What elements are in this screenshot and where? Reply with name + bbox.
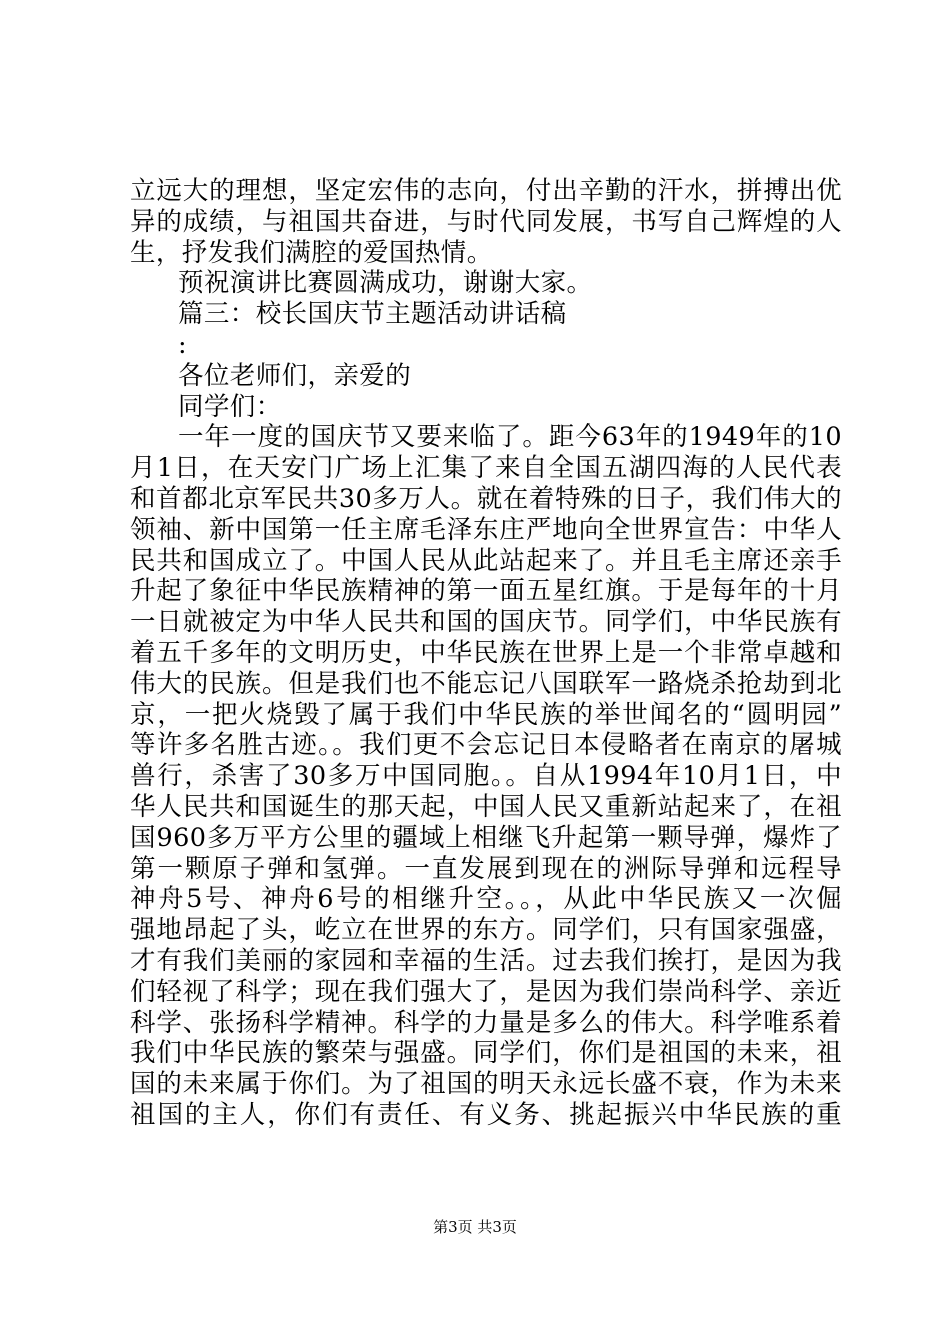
text-line: 立远大的理想，坚定宏伟的志向，付出辛勤的汗水，拼搏出优: [130, 176, 842, 206]
text-line: 异的成绩，与祖国共奋进，与时代同发展，书写自己辉煌的人: [130, 206, 842, 237]
page-number: 第3页 共3页: [433, 1218, 517, 1236]
text-line: 我们中华民族的繁荣与强盛。同学们，你们是祖国的未来，祖: [130, 1038, 842, 1069]
text-line: 兽行，杀害了30多万中国同胞。。自从1994年10月1日，中: [130, 761, 842, 792]
text-line: 升起了象征中华民族精神的第一面五星红旗。于是每年的十月: [130, 576, 842, 607]
text-line: 着五千多年的文明历史，中华民族在世界上是一个非常卓越和: [130, 637, 842, 668]
text-line: 领袖、新中国第一任主席毛泽东庄严地向全世界宣告：中华人: [130, 514, 842, 545]
text-line: 等许多名胜古迹。。我们更不会忘记日本侵略者在南京的屠城: [130, 730, 842, 761]
text-line: 京，一把火烧毁了属于我们中华民族的举世闻名的“圆明园”: [130, 699, 842, 730]
text-line: 国的未来属于你们。为了祖国的明天永远长盛不衰，作为未来: [130, 1069, 842, 1100]
text-line: 伟大的民族。但是我们也不能忘记八国联军一路烧杀抢劫到北: [130, 668, 842, 699]
text-line: 月1日，在天安门广场上汇集了来自全国五湖四海的人民代表: [130, 453, 842, 484]
text-line: 一日就被定为中华人民共和国的国庆节。同学们，中华民族有: [130, 607, 842, 638]
section-title: 篇三：校长国庆节主题活动讲话稿: [178, 299, 567, 330]
text-line: 们轻视了科学；现在我们强大了，是因为我们崇尚科学、亲近: [130, 976, 842, 1007]
document-body: [130, 176, 842, 1131]
closing-line: 预祝演讲比赛圆满成功，谢谢大家。: [178, 268, 593, 299]
text-line: 强地昂起了头，屹立在世界的东方。同学们，只有国家强盛，: [130, 915, 842, 946]
text-line: 第一颗原子弹和氢弹。一直发展到现在的洲际导弹和远程导: [130, 853, 842, 884]
paragraph-first-line: 一年一度的国庆节又要来临了。距今63年的1949年的10: [178, 422, 842, 453]
greeting-line: 同学们：: [178, 391, 282, 422]
text-line: 科学、张扬科学精神。科学的力量是多么的伟大。科学唯系着: [130, 1007, 842, 1038]
text-line: 神舟5号、神舟6号的相继升空。。，从此中华民族又一次倔: [130, 884, 842, 915]
text-line: 祖国的主人，你们有责任、有义务、挑起振兴中华民族的重: [130, 1099, 842, 1130]
text-line: 和首都北京军民共30多万人。就在着特殊的日子，我们伟大的: [130, 483, 842, 514]
text-line: 生，抒发我们满腔的爱国热情。: [130, 237, 493, 268]
text-line: 国960多万平方公里的疆域上相继飞升起第一颗导弹，爆炸了: [130, 822, 842, 853]
text-line: 民共和国成立了。中国人民从此站起来了。并且毛主席还亲手: [130, 545, 842, 576]
greeting-line: 各位老师们，亲爱的: [178, 360, 412, 391]
text-line: 才有我们美丽的家园和幸福的生活。过去我们挨打，是因为我: [130, 945, 842, 976]
text-line: 华人民共和国诞生的那天起，中国人民又重新站起来了，在祖: [130, 791, 842, 822]
colon-line: :: [178, 329, 187, 360]
